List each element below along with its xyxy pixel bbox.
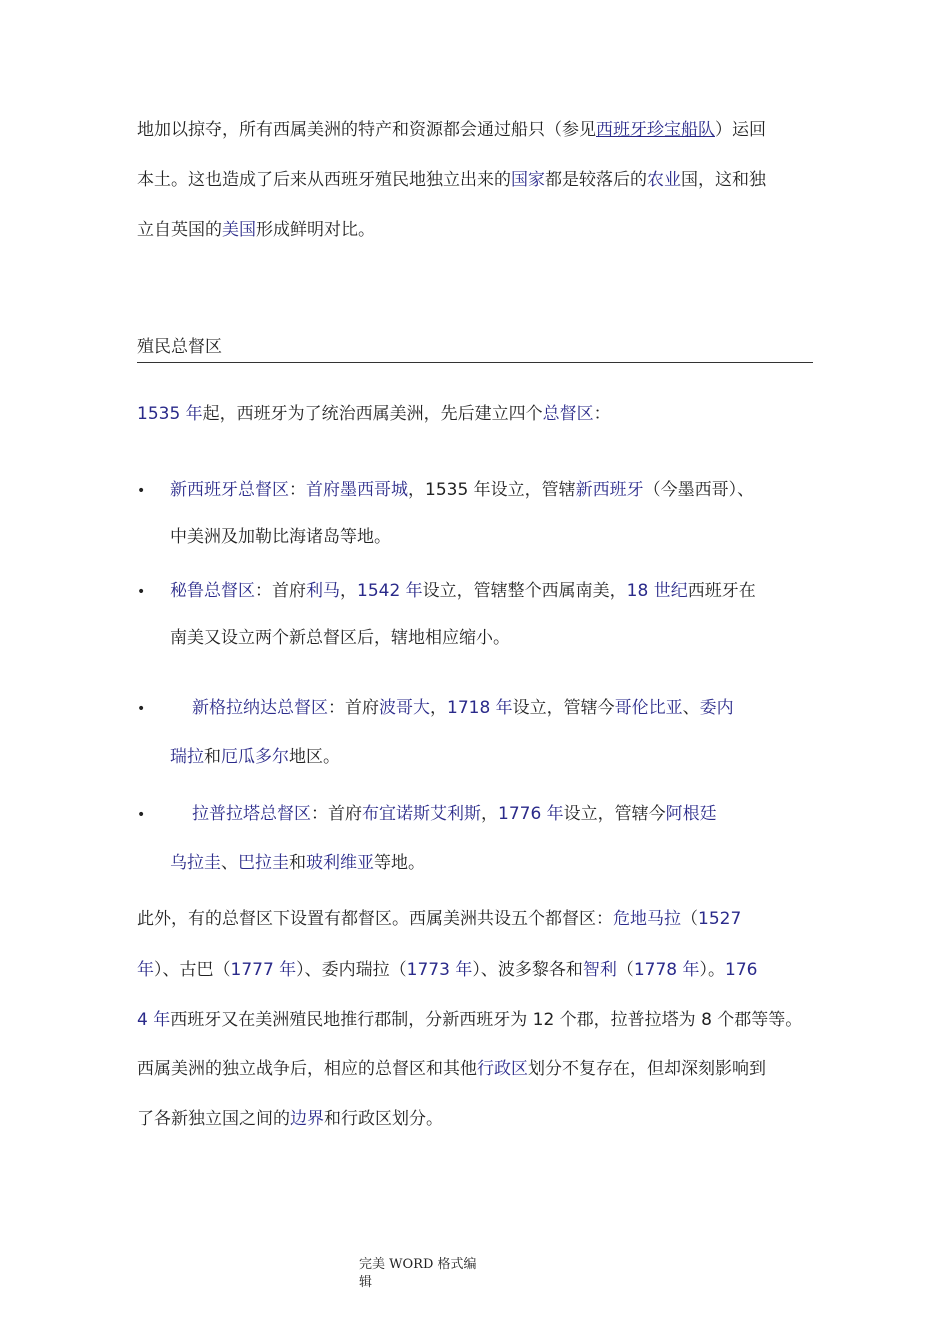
inline-link[interactable]: 新西班牙 [575, 480, 644, 500]
usa-link[interactable]: 美国 [222, 220, 256, 240]
inline-link[interactable]: 4 年 [137, 1010, 171, 1030]
inline-link[interactable]: 新格拉纳达总督区 [192, 698, 328, 718]
inline-text: （ [681, 909, 698, 929]
inline-text: 西属美洲的独立战争后，相应的总督区和其他 [137, 1059, 477, 1079]
intro-text: 都是较落后的 [545, 170, 647, 190]
agriculture-link[interactable]: 农业 [647, 170, 681, 190]
item-4-line-1 [192, 802, 717, 826]
intro-line-3 [137, 218, 375, 242]
inline-link[interactable]: 厄瓜多尔 [221, 747, 289, 767]
inline-link[interactable]: 1778 年 [633, 960, 700, 980]
intro-line-2 [137, 168, 766, 192]
inline-text: ， [340, 581, 357, 601]
inline-link[interactable]: 危地马拉 [613, 909, 681, 929]
inline-text: ， [430, 698, 447, 718]
inline-text: ：首府 [328, 698, 379, 718]
bullet-marker: • [137, 701, 146, 717]
inline-text: 地区。 [289, 747, 340, 767]
inline-link[interactable]: 18 世纪 [626, 581, 688, 601]
inline-link[interactable]: 阿根廷 [665, 804, 717, 824]
inline-link[interactable]: 利马 [306, 581, 340, 601]
inline-link[interactable]: 新西班牙总督区 [170, 480, 289, 500]
year-1535-link[interactable]: 1535 年 [137, 404, 203, 424]
inline-link[interactable]: 拉普拉塔总督区 [192, 804, 311, 824]
inline-text: 设立，管辖整个西属南美， [422, 581, 627, 601]
intro-text: 国，这和独 [681, 170, 766, 190]
inline-text: 划分不复存在，但却深刻影响到 [528, 1059, 766, 1079]
intro-text: 本土。这也造成了后来从西班牙殖民地独立出来的 [137, 170, 511, 190]
intro-text: 形成鲜明对比。 [256, 220, 375, 240]
inline-text: 和行政区划分。 [324, 1109, 443, 1129]
inline-link[interactable]: 1718 年 [447, 698, 513, 718]
lead-text: ： [593, 404, 611, 424]
inline-link[interactable]: 哥伦比亚 [614, 698, 683, 718]
inline-text: ）、古巴（ [154, 960, 231, 980]
inline-text: 、 [221, 853, 238, 873]
inline-text: ： [289, 480, 306, 500]
inline-link[interactable]: 首府墨西哥城 [306, 480, 408, 500]
bullet-marker: • [137, 807, 146, 823]
inline-text: 西班牙又在美洲殖民地推行郡制，分新西班牙为 12 个郡，拉普拉塔为 8 个郡等等。 [170, 1010, 803, 1030]
para2-line-2 [137, 958, 757, 982]
section-divider [137, 362, 813, 363]
country-link[interactable]: 国家 [511, 170, 545, 190]
inline-link[interactable]: 1776 年 [498, 804, 564, 824]
item-1-line-1 [170, 478, 754, 502]
inline-text: 设立，管辖今 [563, 804, 666, 824]
inline-text: ：首府 [311, 804, 362, 824]
inline-link[interactable]: 智利 [582, 960, 617, 980]
inline-link[interactable]: 委内 [699, 698, 734, 718]
inline-link[interactable]: 巴拉圭 [238, 853, 289, 873]
inline-text: 设立，管辖今 [512, 698, 615, 718]
para2-line-5 [137, 1107, 443, 1131]
inline-text: 了各新独立国之间的 [137, 1109, 290, 1129]
viceroyalty-link[interactable]: 总督区 [542, 404, 594, 424]
footer-line-1: 完美 WORD 格式编 [359, 1257, 477, 1272]
inline-link[interactable]: 1527 [698, 909, 742, 929]
inline-text: 和 [204, 747, 221, 767]
inline-link[interactable]: 1773 年 [406, 960, 473, 980]
footer-watermark [359, 1256, 489, 1292]
inline-text: （今墨西哥）、 [643, 480, 755, 500]
inline-text: 和 [289, 853, 306, 873]
inline-text: ，1535 年设立，管辖 [408, 480, 576, 500]
lead-line [137, 402, 611, 426]
para2-line-3 [137, 1008, 802, 1032]
item-4-line-2 [170, 851, 425, 875]
inline-text: 中美洲及加勒比海诸岛等地。 [170, 527, 391, 547]
section-title: 殖民总督区 [137, 337, 222, 357]
treasure-fleet-link[interactable]: 西班牙珍宝船队 [596, 120, 715, 140]
para2-line-1 [137, 907, 741, 931]
intro-line-1 [137, 118, 766, 142]
inline-text: 此外，有的总督区下设置有都督区。西属美洲共设五个都督区： [137, 909, 613, 929]
item-1-line-2 [170, 525, 391, 549]
inline-text: 、 [682, 698, 700, 718]
lead-text: 起，西班牙为了统治西属美洲，先后建立四个 [202, 404, 543, 424]
inline-link[interactable]: 1777 年 [230, 960, 297, 980]
bullet-marker: • [137, 483, 146, 499]
item-2-line-2 [170, 626, 510, 650]
inline-text: ）、委内瑞拉（ [296, 960, 407, 980]
inline-text: 南美又设立两个新总督区后，辖地相应缩小。 [170, 628, 510, 648]
item-3-line-2 [170, 745, 340, 769]
inline-text: ， [481, 804, 498, 824]
footer-line-2: 辑 [359, 1275, 373, 1290]
inline-link[interactable]: 波哥大 [379, 698, 430, 718]
inline-text: 等地。 [374, 853, 425, 873]
inline-link[interactable]: 秘鲁总督区 [170, 581, 255, 601]
inline-link[interactable]: 176 [725, 960, 758, 980]
inline-link[interactable]: 乌拉圭 [170, 853, 221, 873]
inline-text: （ [616, 960, 634, 980]
item-2-line-1 [170, 579, 756, 603]
inline-link[interactable]: 1542 年 [357, 581, 423, 601]
inline-link[interactable]: 瑞拉 [170, 747, 204, 767]
intro-text: 地加以掠夺，所有西属美洲的特产和资源都会通过船只（参见 [137, 120, 596, 140]
intro-text: 立自英国的 [137, 220, 222, 240]
inline-link[interactable]: 玻利维亚 [306, 853, 374, 873]
inline-text: ）。 [699, 960, 726, 980]
item-3-line-1 [192, 696, 734, 720]
inline-link[interactable]: 行政区 [477, 1059, 528, 1079]
inline-link[interactable]: 年 [137, 960, 154, 980]
inline-link[interactable]: 布宜诺斯艾利斯 [362, 804, 481, 824]
inline-text: ：首府 [255, 581, 306, 601]
para2-line-4 [137, 1057, 766, 1081]
inline-link[interactable]: 边界 [290, 1109, 324, 1129]
inline-text: 西班牙在 [687, 581, 756, 601]
bullet-marker: • [137, 584, 146, 600]
inline-text: ）、波多黎各和 [472, 960, 583, 980]
intro-text: ）运回 [715, 120, 766, 140]
